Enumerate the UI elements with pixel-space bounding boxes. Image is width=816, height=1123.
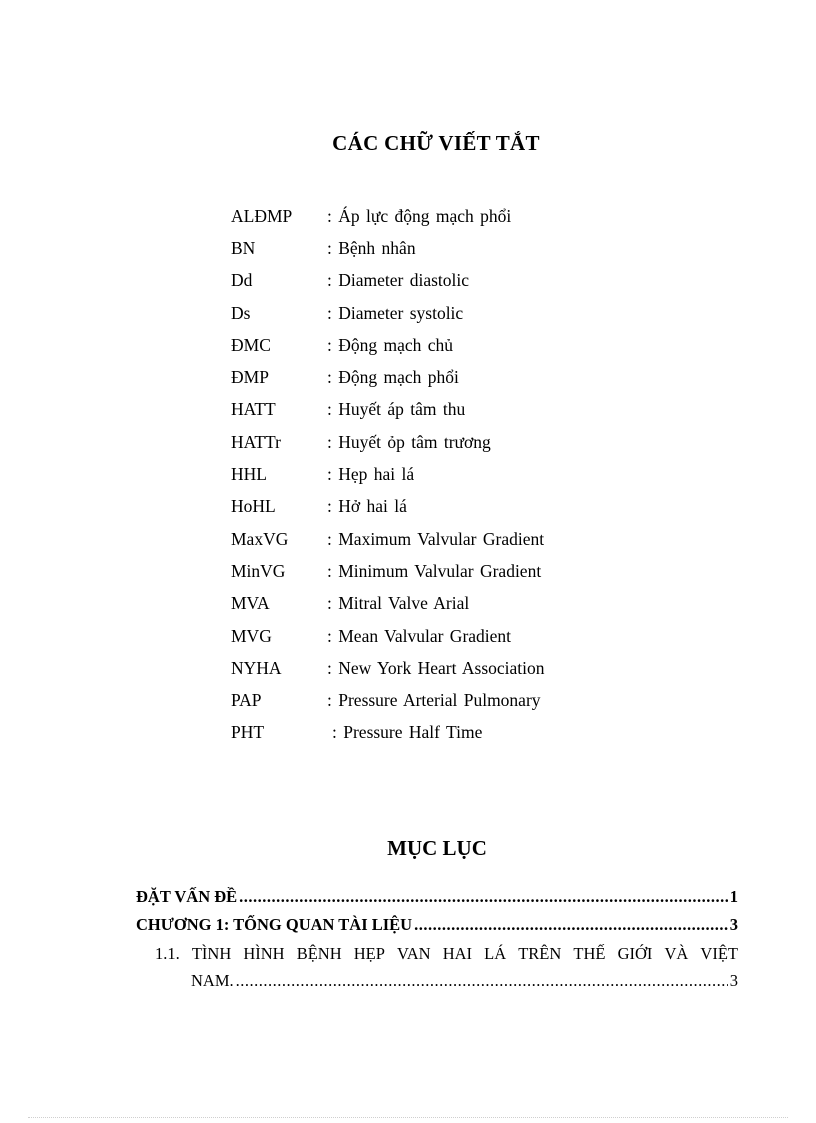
abbreviation-code: MVG: [231, 625, 272, 646]
abbreviation-definition: : Bệnh nhân: [327, 237, 416, 258]
toc-entry-word: GIỚI: [617, 944, 653, 963]
toc-entry-word: HẸP: [353, 944, 385, 963]
abbreviation-code: MaxVG: [231, 528, 289, 549]
abbreviation-row: [231, 684, 545, 716]
abbreviation-row: [231, 652, 545, 684]
abbreviation-definition: : Động mạch chủ: [327, 334, 454, 355]
abbreviation-code: HoHL: [231, 496, 276, 517]
toc-leader-dots: [239, 887, 728, 907]
abbreviation-code: HATTr: [231, 431, 281, 452]
abbreviations-title: CÁC CHỮ VIẾT TẮT: [332, 131, 540, 155]
abbreviation-definition: : Áp lực động mạch phổi: [327, 205, 512, 226]
toc-entry-word: THẾ: [573, 944, 606, 963]
toc-entry-page: 1: [729, 887, 738, 906]
toc-entry-word: BỆNH: [296, 944, 342, 963]
abbreviation-code: MinVG: [231, 560, 286, 581]
toc-entry-word: VAN: [396, 944, 431, 963]
abbreviation-code: ĐMC: [231, 334, 271, 355]
abbreviation-row: [231, 523, 545, 555]
abbreviation-code: PAP: [231, 690, 262, 711]
abbreviation-definition: : Động mạch phổi: [327, 367, 459, 388]
abbreviation-definition: : New York Heart Association: [327, 657, 545, 678]
abbreviation-definition: : Diameter systolic: [327, 302, 464, 323]
abbreviation-row: [231, 297, 545, 329]
toc-entry-page: 3: [729, 915, 738, 934]
toc-entry-word: TRÊN: [518, 944, 562, 963]
abbreviation-code: ĐMP: [231, 367, 269, 388]
page-bottom-rule: [28, 1117, 788, 1118]
toc-entry-word: HÌNH: [243, 944, 285, 963]
toc-entry-word: HAI: [442, 944, 473, 963]
toc-entry-word: LÁ: [484, 944, 507, 963]
abbreviation-code: HHL: [231, 464, 267, 485]
abbreviation-definition: : Huyết áp tâm thu: [327, 399, 466, 420]
abbreviation-row: [231, 426, 545, 458]
abbreviation-code: Ds: [231, 302, 251, 323]
abbreviation-code: ALĐMP: [231, 205, 293, 226]
abbreviation-row: [231, 717, 545, 749]
abbreviation-row: [231, 265, 545, 297]
toc-entry-word: 1.1.: [155, 944, 180, 963]
abbreviation-row: [231, 620, 545, 652]
abbreviation-definition: : Hẹp hai lá: [327, 464, 415, 485]
abbreviation-row: [231, 555, 545, 587]
toc-leader-dots: [236, 971, 728, 991]
abbreviation-definition: : Mean Valvular Gradient: [327, 625, 512, 646]
abbreviation-code: NYHA: [231, 657, 282, 678]
toc-entry-word: VIỆT: [700, 944, 738, 963]
abbreviation-row: [231, 361, 545, 393]
abbreviation-row: [231, 588, 545, 620]
toc-entry-word: TÌNH: [191, 944, 232, 963]
abbreviation-definition: : Huyết ỏp tâm trương: [327, 431, 491, 452]
abbreviation-definition: : Mitral Valve Arial: [327, 593, 470, 614]
toc-leader-dots: [414, 915, 728, 935]
abbreviation-definition: : Pressure Half Time: [332, 722, 483, 743]
abbreviation-row: [231, 232, 545, 264]
abbreviation-code: BN: [231, 237, 256, 258]
toc-entry-word: VÀ: [664, 944, 689, 963]
abbreviation-code: PHT: [231, 722, 265, 743]
toc-entry[interactable]: [136, 887, 738, 907]
toc-entry[interactable]: [191, 971, 738, 991]
abbreviation-definition: : Diameter diastolic: [327, 270, 470, 291]
abbreviation-row: [231, 329, 545, 361]
toc-entry-label: CHƯƠNG 1: TỔNG QUAN TÀI LIỆU: [136, 915, 413, 934]
abbreviation-row: [231, 394, 545, 426]
toc-title: MỤC LỤC: [387, 836, 487, 860]
abbreviation-definition: : Pressure Arterial Pulmonary: [327, 690, 541, 711]
toc-entry-label: ĐẶT VẤN ĐỀ: [136, 887, 238, 906]
abbreviation-list: [231, 200, 545, 749]
abbreviation-code: Dd: [231, 270, 253, 291]
abbreviation-code: HATT: [231, 399, 276, 420]
abbreviation-code: MVA: [231, 593, 270, 614]
abbreviation-definition: : Maximum Valvular Gradient: [327, 528, 545, 549]
abbreviation-row: [231, 458, 545, 490]
abbreviation-row: [231, 491, 545, 523]
abbreviation-row: [231, 200, 545, 232]
abbreviation-definition: : Minimum Valvular Gradient: [327, 560, 542, 581]
abbreviation-definition: : Hở hai lá: [327, 496, 407, 517]
toc-entry[interactable]: [136, 915, 738, 935]
toc-entry-label-line2: NAM.: [191, 971, 234, 990]
toc-entry-page: 3: [729, 971, 738, 990]
toc-entry-label-line1[interactable]: [155, 944, 738, 964]
